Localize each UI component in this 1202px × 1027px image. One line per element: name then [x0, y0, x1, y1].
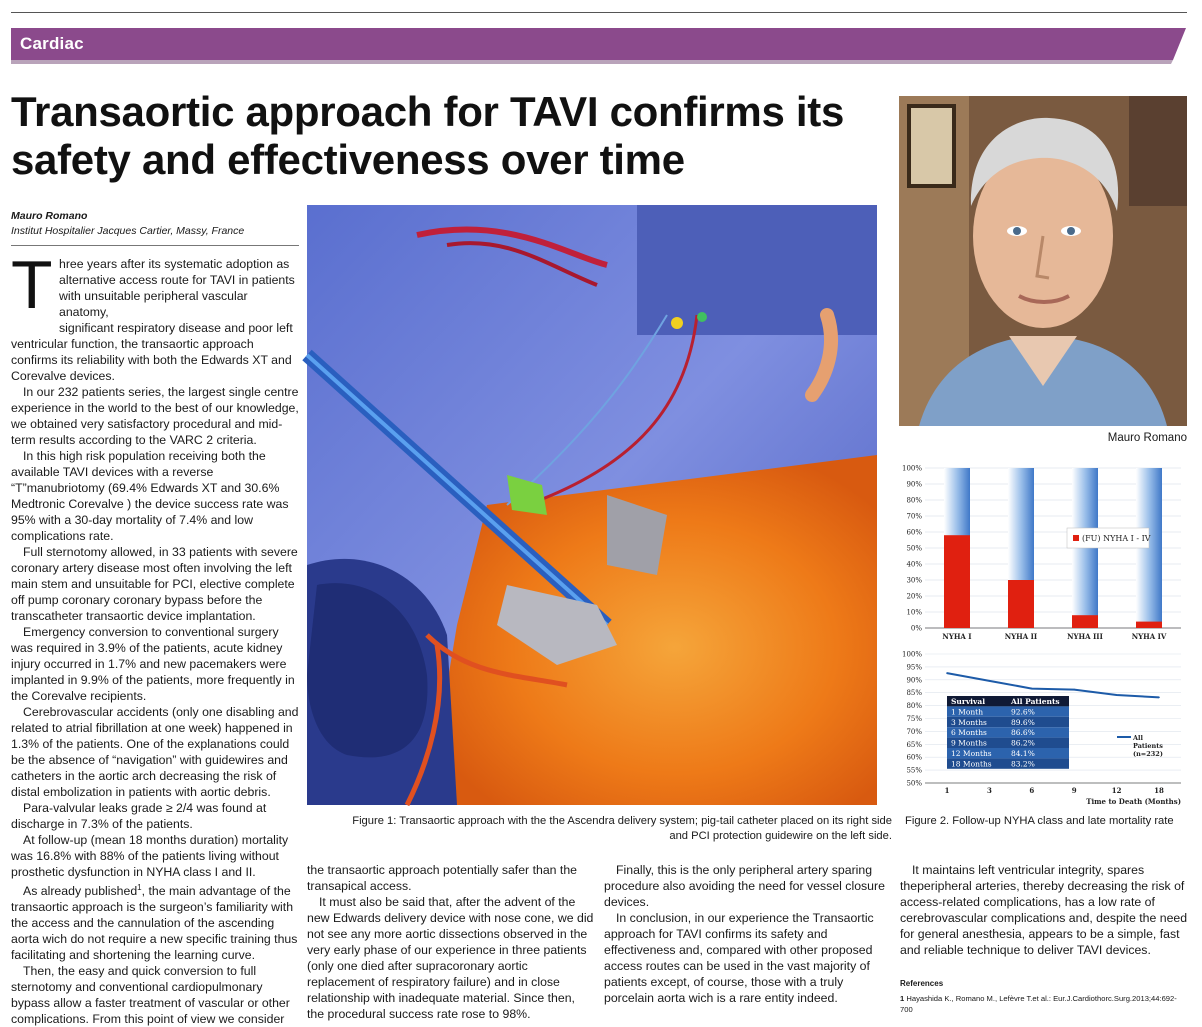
y-tick-label: 0%: [910, 624, 922, 633]
y-tick-label: 85%: [906, 689, 922, 698]
body-paragraph: the transaortic approach potentially safer than the transapical access.: [307, 863, 578, 893]
references-title: References: [900, 979, 944, 988]
reference-item: 1 Hayashida K., Romano M., Lefèvre T.et al.: Eur.J.Cardiothorc.Surg.2013;44:692-700: [900, 994, 1177, 1014]
body-column-3: [604, 862, 892, 1006]
reference-marker: 1: [137, 883, 142, 892]
x-tick-label: 9: [1071, 786, 1077, 795]
x-tick-label: NYHA IV: [1131, 632, 1167, 641]
table-cell: 9 Months: [951, 738, 987, 748]
y-tick-label: 80%: [906, 702, 922, 711]
bar-nyha-iii: [1072, 615, 1098, 628]
nyha-bar-chart: [899, 460, 1187, 645]
y-tick-label: 70%: [906, 727, 922, 736]
x-tick-label: 6: [1029, 786, 1035, 795]
body-paragraph: Para-valvular leaks grade ≥ 2/4 was found at discharge in 7.3% of the patients.: [11, 801, 267, 831]
author-name: Mauro Romano: [11, 210, 88, 222]
x-tick-label: NYHA II: [1004, 632, 1038, 641]
figure-2-caption: Figure 2. Follow-up NYHA class and late mortality rate: [905, 815, 1174, 827]
y-tick-label: 30%: [906, 576, 922, 585]
survival-point: [1073, 689, 1075, 691]
survival-line-chart: [899, 648, 1187, 810]
legend-label: (FU) NYHA I - IV: [1082, 534, 1151, 543]
lead-line: alternative access route for TAVI in patients: [59, 273, 295, 287]
survival-point: [989, 680, 991, 682]
body-paragraph: As already published$^1$, the main advantage of the transaortic approach is the surgeon’s familiarity with the access and the cannulation of the ascending aorta wich do not require a new specific training thus facilitating and shortening the learning curve.: [11, 883, 298, 963]
table-cell: 84.1%: [1011, 749, 1035, 758]
author-institution: Institut Hospitalier Jacques Cartier, Massy, France: [11, 225, 245, 237]
figure-1-caption: Figure 1: Transaortic approach with the the Ascendra delivery system; pig-tail catheter placed on its right side and PCI protection guidewire on the left side.: [352, 815, 892, 842]
x-tick-label: 3: [986, 786, 992, 795]
author-rule: [11, 245, 299, 246]
x-tick-label: NYHA III: [1067, 632, 1103, 641]
body-paragraph: Full sternotomy allowed, in 33 patients with severe coronary artery disease most often involving the left main stem and unsuitable for PCI, elective complete off pump coronary coronary bypass before the transcatheter transaortic device implantation.: [11, 545, 298, 623]
nyha-bar-chart-svg: [899, 460, 1187, 645]
x-tick-label: 18: [1154, 786, 1164, 795]
lead-paragraph: [11, 247, 299, 384]
body-paragraph: At follow-up (mean 18 months duration) mortality was 16.8% with 88% of the patients living without prosthetic dysfunction in NYHA class I and II.: [11, 833, 289, 879]
lead-rest: ventricular function, the transaortic approach confirms its reliability with both the Edwards XT and Corevalve devices.: [11, 337, 292, 383]
x-tick-label: 12: [1111, 786, 1122, 795]
table-header-cell: Survival: [951, 697, 986, 706]
y-tick-label: 100%: [901, 650, 922, 659]
bar-nyha-iv: [1136, 622, 1162, 628]
y-tick-label: 50%: [906, 544, 922, 553]
y-tick-label: 90%: [906, 676, 922, 685]
survival-point: [1031, 688, 1033, 690]
legend-label: (n=232): [1133, 750, 1163, 758]
y-tick-label: 10%: [906, 608, 922, 617]
survival-line-chart-svg: [899, 648, 1187, 810]
body-paragraph: In conclusion, in our experience the Transaortic approach for TAVI confirms its safety and effectiveness and, compared with other proposed access routes can be used in the vast majority of patients except, of course, those with a truly porcelain aorta wich is a rare entity indeed.: [604, 911, 874, 1005]
y-tick-label: 100%: [901, 464, 922, 473]
body-paragraph: Finally, this is the only peripheral artery sparing procedure also avoiding the need for vessel closure devices.: [604, 863, 885, 909]
surgical-photo: [307, 205, 877, 805]
body-column-4: [900, 862, 1188, 958]
y-tick-label: 55%: [906, 766, 922, 775]
body-paragraph: In this high risk population receiving both the available TAVI devices with a reverse “T”manubriotomy (69.4% Edwards XT and 30.6% Medtronic Corevalve ) the device success rate was 95% with a 30-day mortality of 7.4% and low complications rate.: [11, 449, 289, 543]
table-cell: 92.6%: [1011, 707, 1035, 717]
headline: Transaortic approach for TAVI confirms its safety and effectiveness over time: [11, 88, 845, 183]
table-cell: 1 Month: [951, 707, 984, 717]
legend-label: All: [1133, 734, 1143, 742]
lead-line: significant respiratory disease and poor left: [59, 321, 293, 335]
y-tick-label: 70%: [906, 512, 922, 521]
y-tick-label: 40%: [906, 560, 922, 569]
table-cell: 18 Months: [951, 759, 992, 769]
table-cell: 86.6%: [1011, 728, 1035, 738]
table-cell: 89.6%: [1011, 717, 1035, 727]
body-paragraph: It maintains left ventricular integrity, spares theperipheral arteries, thereby decreasing the risk of access-related complications, has a low rate of cerebrovascular complications and, despite the need for general anesthesia, appears to be a simple, fast and reliable technique to deliver TAVI devices.: [900, 863, 1188, 957]
x-tick-label: NYHA I: [942, 632, 972, 641]
portrait-caption: Mauro Romano: [1107, 432, 1187, 444]
banner-shape: [11, 28, 1186, 60]
bar-nyha-i: [944, 535, 970, 628]
table-header-cell: All Patients: [1011, 697, 1060, 706]
x-axis-label: Time to Death (Months): [1086, 797, 1181, 806]
y-tick-label: 65%: [906, 740, 922, 749]
table-cell: 6 Months: [951, 728, 987, 738]
y-tick-label: 75%: [906, 715, 922, 723]
body-column-2: [307, 862, 595, 1022]
y-tick-label: 50%: [906, 779, 922, 788]
table-cell: 83.2%: [1011, 759, 1035, 769]
legend-swatch: [1073, 535, 1079, 541]
portrait-illustration: [899, 96, 1187, 426]
author-portrait: [899, 96, 1187, 426]
survival-point: [946, 672, 948, 674]
y-tick-label: 80%: [906, 496, 922, 505]
body-paragraph: In our 232 patients series, the largest single centre experience in the world to the best of our knowledge, we obtained very satisfactory procedural and mid-term results according to the VARC 2 criteria.: [11, 385, 299, 447]
table-cell: 3 Months: [951, 717, 987, 727]
body-paragraph: It must also be said that, after the advent of the new Edwards delivery device with nose cone, we did not see any more aortic dissections observed in the very early phase of our experience in three patients (only one died after supracoronary aortic replacement of respiratory failure) and in close relationship with inadequate material. Since then, the procedural success rate rose to 98%.: [307, 895, 594, 1021]
y-tick-label: 90%: [906, 480, 922, 489]
body-paragraph: Emergency conversion to conventional surgery was required in 3.9% of the patients, acute kidney injury occurred in 1.7% and new pacemakers were implanted in 9.9% of the patients, more frequently in the Corevalve recipients.: [11, 625, 295, 703]
body-paragraph: Cerebrovascular accidents (only one disabling and related to atrial fibrillation at one week) happened in 1.3% of the patients. One of the explanations could be the absence of “navigation” with guidewires and catheters in the aortic arch decreasing the risk of distal embolization in patients with aortic debris.: [11, 705, 299, 799]
dropcap: T: [11, 247, 53, 323]
lead-line: hree years after its systematic adoption as: [59, 257, 290, 271]
survival-point: [1158, 697, 1160, 699]
table-cell: 86.2%: [1011, 738, 1035, 748]
lead-line: with unsuitable peripheral vascular anatomy,: [59, 289, 248, 319]
survival-point: [1116, 694, 1118, 696]
body-paragraph: Then, the easy and quick conversion to full sternotomy and conventional cardiopulmonary bypass allow a faster treatment of vascular or other complications. From this point of view we consider: [11, 964, 290, 1027]
legend-label: Patients: [1133, 742, 1163, 750]
section-banner: [11, 28, 1186, 60]
section-label: Cardiac: [20, 34, 84, 53]
top-rule: [11, 12, 1187, 13]
table-cell: 12 Months: [951, 749, 992, 758]
surgical-illustration: [307, 205, 877, 805]
references: [900, 978, 1188, 1015]
x-tick-label: 1: [944, 786, 950, 795]
y-tick-label: 60%: [906, 753, 922, 762]
y-tick-label: 20%: [906, 592, 922, 601]
bar-nyha-ii: [1008, 580, 1034, 628]
y-tick-label: 95%: [906, 663, 922, 672]
survival-line: [947, 673, 1159, 697]
author-block: [11, 209, 299, 239]
body-column-1: [11, 247, 299, 1027]
y-tick-label: 60%: [906, 528, 922, 537]
